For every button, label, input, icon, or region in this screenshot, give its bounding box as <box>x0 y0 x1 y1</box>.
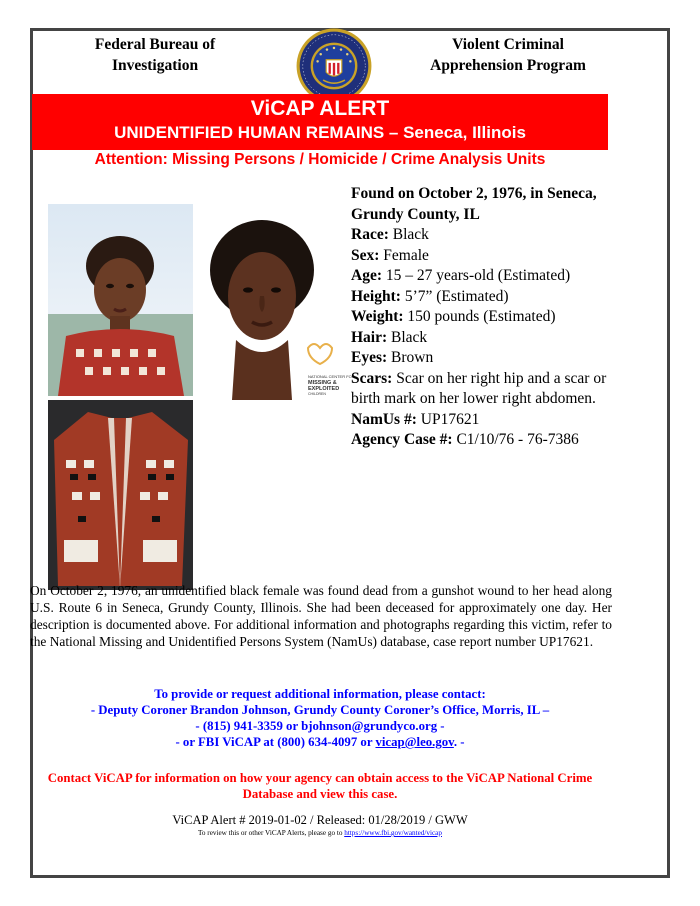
header-right-line1: Violent Criminal <box>452 36 564 53</box>
svg-text:CHILDREN: CHILDREN <box>308 392 326 396</box>
victim-details <box>351 184 621 451</box>
agency-case-row: Agency Case #: C1/10/76 - 76-7386 <box>351 431 579 448</box>
access-note: Contact ViCAP for information on how your agency can obtain access to the ViCAP National Crime Database and view this case. <box>47 771 593 801</box>
scars-row: Scars: Scar on her right hip and a scar or birth mark on her lower right abdomen. <box>351 369 607 407</box>
attention-line: Attention: Missing Persons / Homicide / Crime Analysis Units <box>94 151 546 168</box>
review-line: To review this or other ViCAP Alerts, please go to https://www.fbi.gov/wanted/vicap <box>198 829 442 837</box>
facial-reconstruction-image <box>48 204 193 396</box>
header-program-right <box>408 34 608 76</box>
vicap-email-link[interactable]: vicap@leo.gov <box>375 735 454 749</box>
release-info: ViCAP Alert # 2019-01-02 / Released: 01/28/2019 / GWW <box>172 813 468 827</box>
header-left-line1: Federal Bureau of <box>94 36 216 53</box>
alert-banner <box>32 94 608 150</box>
svg-text:MISSING &: MISSING & <box>308 380 337 386</box>
found-location: Found on October 2, 1976, in Seneca, Grundy County, IL <box>351 185 597 223</box>
header-left-line2: Investigation <box>111 57 199 74</box>
height-row: Height: 5’7” (Estimated) <box>351 287 509 305</box>
weight-row: Weight: 150 pounds (Estimated) <box>351 308 556 325</box>
banner-title: ViCAP ALERT <box>250 97 390 120</box>
footer <box>30 812 610 838</box>
header-agency-left <box>66 34 244 76</box>
sex-row: Sex: Female <box>351 246 429 264</box>
case-narrative: On October 2, 1976, an unidentified black female was found dead from a gunshot wound to her head along U.S. Route 6 in Seneca, Grundy County, Illinois. She had been deceased for approximately one day. Her description is documented above. For additional information and photographs regarding this victim, refer to the National Missing and Unidentified Persons System (NamUs) database, case report number UP17621. <box>30 583 612 649</box>
svg-text:EXPLOITED: EXPLOITED <box>308 386 340 392</box>
contact-fbi: - or FBI ViCAP at (800) 634-4097 or vicap@leo.gov. - <box>175 735 465 749</box>
age-progression-image <box>196 204 355 400</box>
eyes-row: Eyes: Brown <box>351 349 434 366</box>
contact-coroner: - Deputy Coroner Brandon Johnson, Grundy County Coroner’s Office, Morris, IL – <box>90 703 550 717</box>
contact-phone-email: - (815) 941-3359 or bjohnson@grundyco.org - <box>195 719 445 733</box>
banner-subtitle: UNIDENTIFIED HUMAN REMAINS – Seneca, Illinois <box>114 123 526 142</box>
vicap-website-link[interactable]: https://www.fbi.gov/wanted/vicap <box>344 829 442 837</box>
contact-intro: To provide or request additional information, please contact: <box>154 687 486 701</box>
svg-text:NATIONAL CENTER FOR: NATIONAL CENTER FOR <box>308 374 355 379</box>
age-row: Age: 15 – 27 years-old (Estimated) <box>351 267 571 284</box>
namus-row: NamUs #: UP17621 <box>351 410 480 428</box>
contact-block <box>30 686 610 750</box>
hair-row: Hair: Black <box>351 328 428 346</box>
header-right-line2: Apprehension Program <box>430 57 586 74</box>
race-row: Race: Black <box>351 226 429 243</box>
sweater-evidence-image <box>48 400 193 590</box>
